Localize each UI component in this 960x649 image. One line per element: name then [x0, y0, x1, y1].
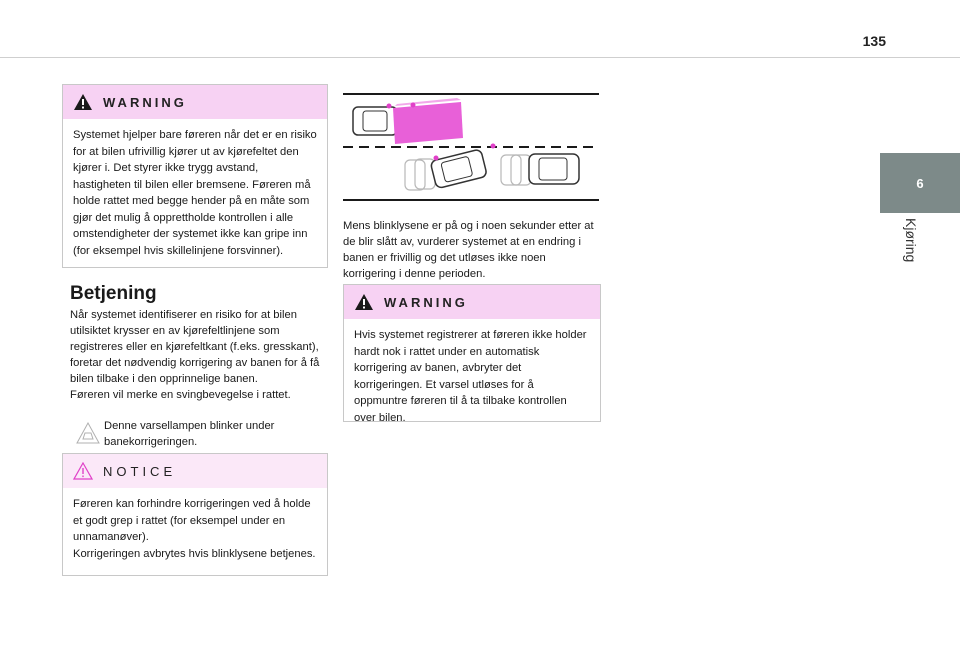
chapter-title: Kjøring: [903, 218, 919, 263]
steering-paragraph: Føreren vil merke en svingbevegelse i rattet.: [70, 389, 291, 401]
warning-text-2: Hvis systemet registrerer at føreren ikke holder hardt nok i rattet under en automatisk korrigering av banen, avbryter det korrigeringen. Et varsel utløses for å oppmuntre føreren til å ta tilbake kontrollen over bilen.: [354, 329, 587, 424]
warning-text: Systemet hjelper bare føreren når det er en risiko for at bilen ufrivillig kjører ut av kjørefeltet den kjører i. Det styrer ikke trygg avstand, hastigheten til bilen eller bremsene. Føreren må holde rattet med begge hender på en måte som gjør det mulig å opprettholde kontrollen i alle omstendigheter der systemet ikke kan gripe inn (for eksempel hvis skillelinjene forsvinner).: [73, 129, 317, 257]
notice-triangle-icon: [73, 462, 93, 480]
notice-box: [62, 453, 328, 576]
page-number: 135: [862, 33, 886, 49]
notice-paragraph-2: Korrigeringen avbrytes hvis blinklysene betjenes.: [73, 547, 316, 560]
notice-header: [63, 454, 327, 488]
car-changing-lane: [430, 149, 487, 189]
correction-zone: [393, 98, 463, 144]
warning-header-2: [344, 285, 600, 319]
notice-title: NOTICE: [103, 463, 177, 479]
warning-title-2: WARNING: [384, 294, 468, 310]
notice-paragraph-1: Føreren kan forhindre korrigeringen ved å holde et godt grep i rattet (for eksempel under en unnamanøver).: [73, 498, 311, 543]
warning-header: [63, 85, 327, 119]
header-rule: [0, 57, 960, 58]
lamp-text: Denne varsellampen blinker under banekorrigeringen.: [104, 420, 275, 448]
lane-change-illustration: [343, 92, 599, 202]
section-heading: Betjening: [70, 283, 157, 304]
figure-caption: Mens blinklysene er på og i noen sekunder etter at de blir slått av, vurderer systemet at en endring i banen er frivillig og det utløses ikke noen korrigering i denne perioden.: [343, 220, 594, 280]
warning-triangle-icon: [354, 293, 374, 311]
warning-title: WARNING: [103, 94, 187, 110]
lane-warning-lamp-icon: [76, 422, 100, 444]
warning-triangle-icon: [73, 93, 93, 111]
chapter-number: 6: [916, 175, 924, 191]
lamp-row: [70, 418, 330, 450]
car-lower-lane: [529, 154, 579, 184]
operation-paragraph: Når systemet identifiserer en risiko for at bilen utilsiktet krysser en av kjørefeltlinjene som registreres eller en kjørefeltkant (f.eks. gresskant), foretar det nødvendig korrigering av banen for å få bilen tilbake i den opprinnelige banen.: [70, 309, 320, 385]
car-top-lane: [353, 107, 397, 135]
chapter-tab[interactable]: [880, 153, 960, 213]
warning-box-system: [62, 84, 328, 268]
warning-box-grip: [343, 284, 601, 422]
